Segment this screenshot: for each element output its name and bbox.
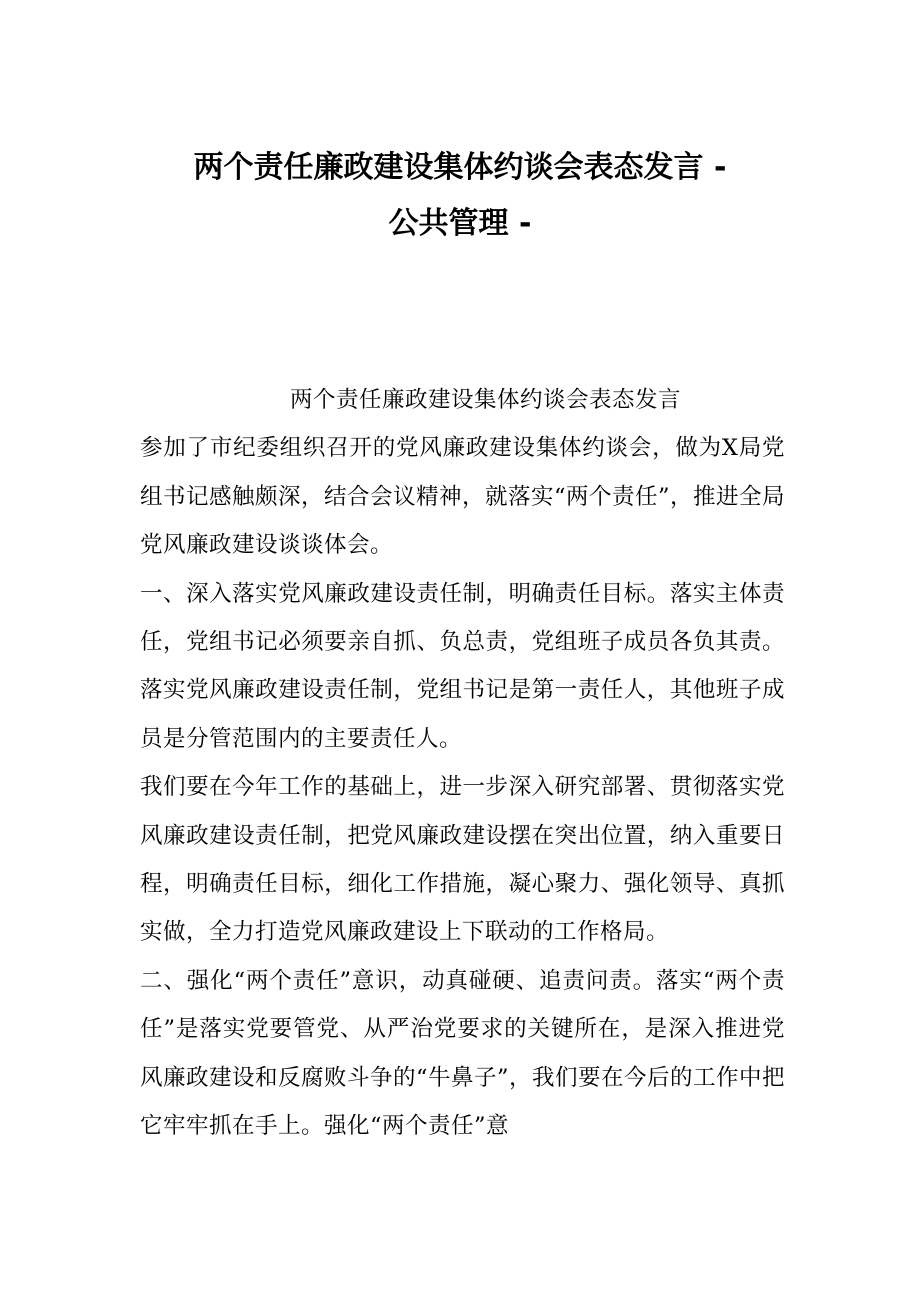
- paragraph-section-1: 一、深入落实党风廉政建设责任制，明确责任目标。落实主体责任，党组书记必须要亲自抓、负总责，党组班子成员各负其责。落实党风廉政建设责任制，党组书记是第一责任人，其他班子成员是分管范围内的主要责任人。: [140, 580, 785, 752]
- document-body: [140, 376, 785, 1151]
- paragraph-intro: 参加了市纪委组织召开的党风廉政建设集体约谈会，做为X局党组书记感触颇深，结合会议精神，就落实“两个责任”，推进全局党风廉政建设谈谈体会。: [140, 435, 786, 559]
- document-title: [0, 140, 920, 252]
- document-title-line-1: 两个责任廉政建设集体约谈会表态发言 -: [193, 150, 727, 185]
- document-title-line-2: 公共管理 -: [388, 206, 532, 241]
- document-subtitle: 两个责任廉政建设集体约谈会表态发言: [290, 387, 682, 413]
- paragraph-section-1-detail: 我们要在今年工作的基础上，进一步深入研究部署、贯彻落实党风廉政建设责任制，把党风廉政建设摆在突出位置，纳入重要日程，明确责任目标，细化工作措施，凝心聚力、强化领导、真抓实做，全力打造党风廉政建设上下联动的工作格局。: [140, 774, 785, 946]
- paragraph-section-2: 二、强化“两个责任”意识，动真碰硬、追责问责。落实“两个责任”是落实党要管党、从严治党要求的关键所在，是深入推进党风廉政建设和反腐败斗争的“牛鼻子”，我们要在今后的工作中把它牢牢抓在手上。强化“两个责任”意: [140, 967, 786, 1140]
